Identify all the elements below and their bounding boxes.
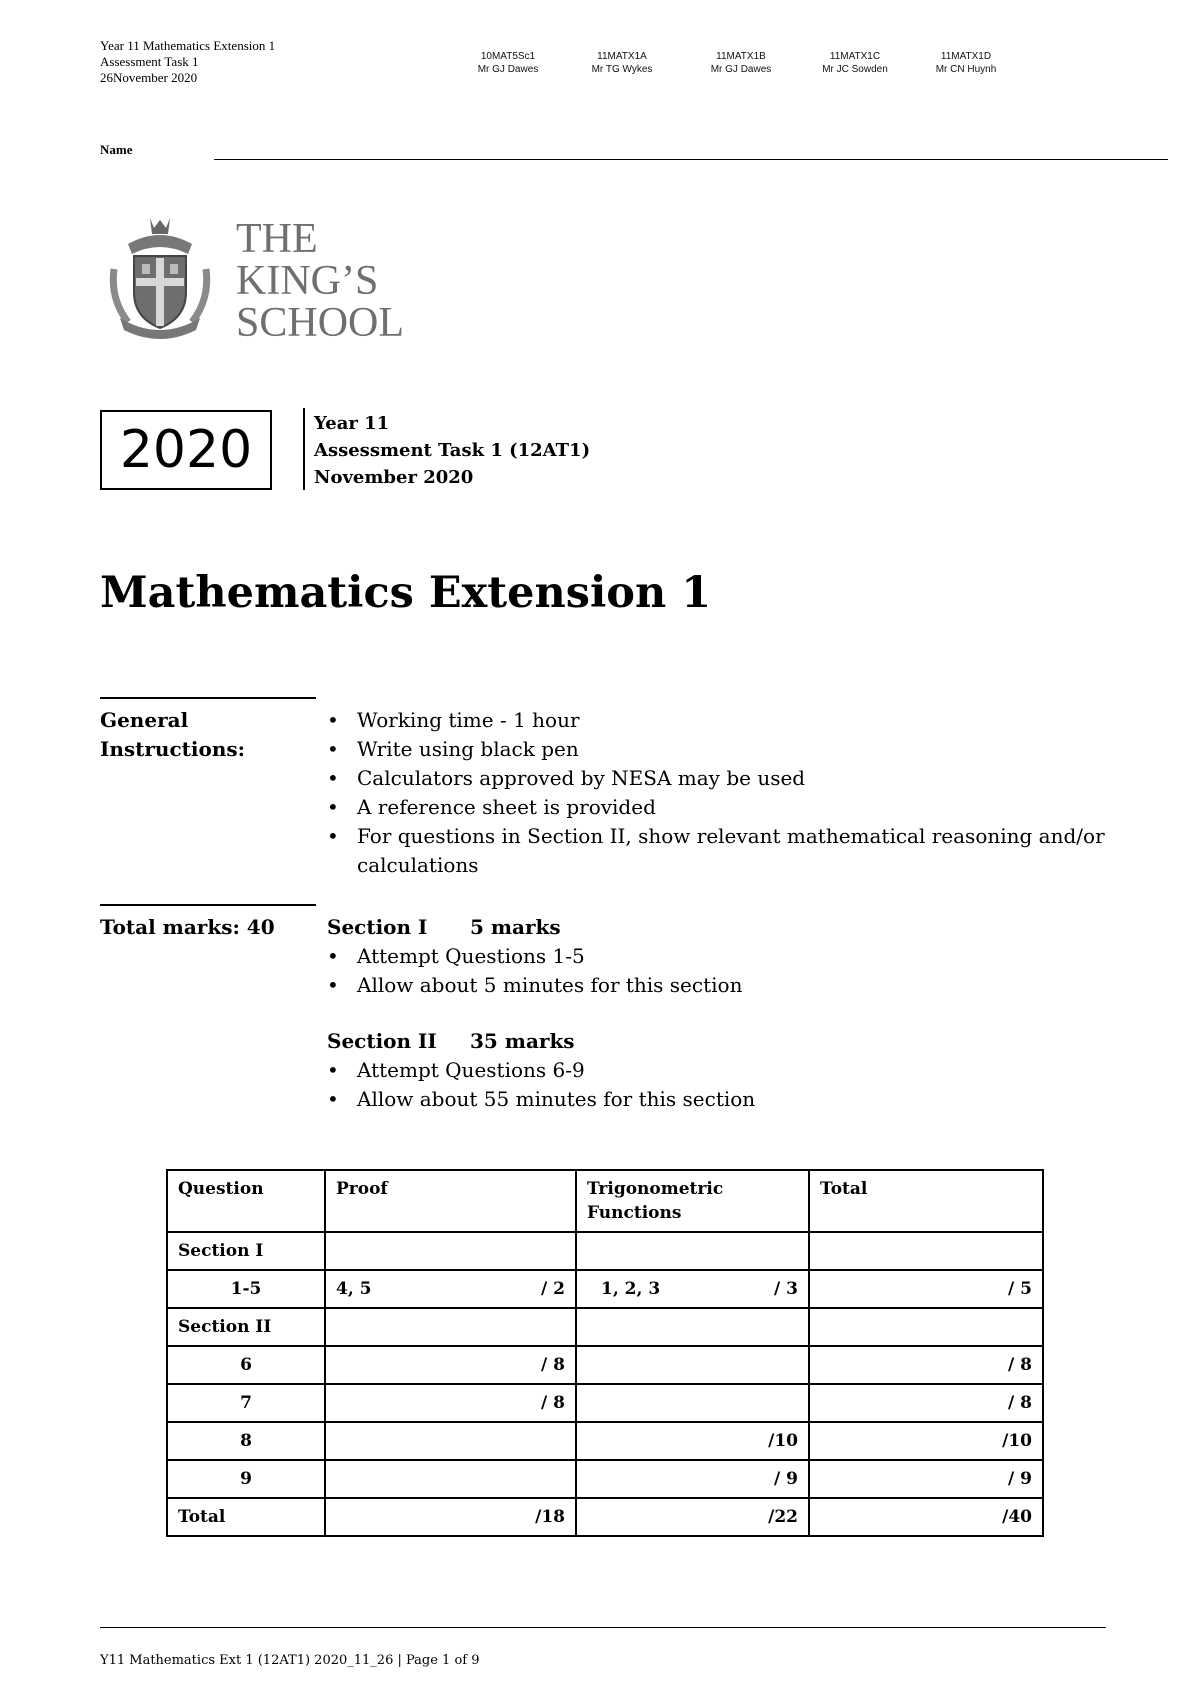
mark-cell: / 3 [774,1279,798,1299]
table-cell [809,1308,1043,1346]
header-cell: Proof [325,1170,576,1232]
section1-marks: 5 marks [470,915,561,939]
question-cell: 7 [167,1384,325,1422]
table-cell [325,1270,576,1308]
table-row [167,1308,1043,1346]
section2-marks: 35 marks [470,1029,575,1053]
list-item: • Working time - 1 hour [327,706,1147,735]
table-cell [325,1232,576,1270]
question-cell: 9 [167,1460,325,1498]
school-crest-icon [106,214,426,344]
class-teacher: Mr CN Huynh [935,64,997,75]
mark-cell: /10 [809,1422,1043,1460]
class-code: 10MAT5Sc1 [480,51,536,62]
total-label: Total [167,1498,325,1536]
table-cell [576,1270,809,1308]
instructions-list [327,706,1147,880]
list-item: • Allow about 5 minutes for this section [327,971,1147,1000]
question-cell: 6 [167,1346,325,1384]
table-row [167,1270,1043,1308]
mark-cell: /18 [325,1498,576,1536]
class-code: 11MATX1D [940,51,992,62]
course-name: Year 11 Mathematics Extension 1 [100,38,276,53]
class-code: 11MATX1A [597,51,647,62]
task-date: 26November 2020 [100,70,198,85]
class-block [453,50,563,76]
question-list: 4, 5 [336,1279,372,1299]
general-instructions-label [100,706,245,764]
year-divider [303,408,305,490]
year-box: 2020 [100,410,272,490]
mark-cell [325,1422,576,1460]
header-cell: Trigonometric Functions [576,1170,809,1232]
mark-cell: /22 [576,1498,809,1536]
assessment-date: November 2020 [314,467,474,488]
class-teacher: Mr GJ Dawes [477,64,539,75]
list-item: • For questions in Section II, show relevant mathematical reasoning and/or calculations [327,822,1147,880]
table-row [167,1384,1043,1422]
list-item: • Calculators approved by NESA may be used [327,764,1147,793]
section-label: Section II [167,1308,325,1346]
mark-cell [576,1384,809,1422]
label-line: Instructions: [100,737,246,761]
name-label: Name [100,142,133,157]
logo-text-line1: THE [236,216,318,262]
divider [100,904,316,906]
name-input-line[interactable] [214,159,1168,160]
header-cell: Question [167,1170,325,1232]
mark-cell: / 9 [809,1460,1043,1498]
assessment-task: Assessment Task 1 (12AT1) [314,440,591,461]
section-label: Section I [167,1232,325,1270]
mark-cell: / 8 [325,1384,576,1422]
total-marks-label: Total marks: 40 [100,915,275,939]
logo-text-line3: SCHOOL [236,300,405,344]
list-item: • Attempt Questions 1-5 [327,942,1147,971]
class-block [911,50,1021,76]
table-total-row [167,1498,1043,1536]
list-item: • Allow about 55 minutes for this section [327,1085,1147,1114]
label-line: General [100,708,189,732]
divider [100,697,316,699]
table-header-row [167,1170,1043,1232]
mark-cell: / 8 [325,1346,576,1384]
page-title: Mathematics Extension 1 [100,568,712,618]
table-cell [576,1232,809,1270]
mark-cell: / 8 [809,1384,1043,1422]
section1-list [327,942,1147,1000]
year-level: Year 11 [314,413,390,434]
class-block [800,50,910,76]
page-footer: Y11 Mathematics Ext 1 (12AT1) 2020_11_26 | Page 1 of 9 [100,1653,480,1668]
task-name: Assessment Task 1 [100,54,199,69]
table-cell [325,1308,576,1346]
mark-cell: /10 [576,1422,809,1460]
table-row [167,1232,1043,1270]
year-info [314,410,590,491]
class-code: 11MATX1C [829,51,881,62]
question-cell: 1-5 [167,1270,325,1308]
class-teacher: Mr TG Wykes [591,64,653,75]
class-teacher: Mr JC Sowden [822,64,888,75]
header-cell: Total [809,1170,1043,1232]
table-cell [576,1308,809,1346]
class-teacher: Mr GJ Dawes [710,64,772,75]
table-cell [809,1232,1043,1270]
class-block [686,50,796,76]
mark-cell: / 2 [541,1279,565,1299]
table-row [167,1346,1043,1384]
mark-cell [576,1346,809,1384]
class-code: 11MATX1B [716,51,766,62]
mark-cell: /40 [809,1498,1043,1536]
table-row [167,1460,1043,1498]
mark-cell: / 5 [809,1270,1043,1308]
school-logo [106,214,426,344]
section2-list [327,1056,1147,1114]
logo-text-line2: KING’S [236,258,379,304]
footer-divider [100,1627,1106,1628]
question-list: 1, 2, 3 [601,1279,661,1299]
mark-cell: / 9 [576,1460,809,1498]
mark-cell: / 8 [809,1346,1043,1384]
header-info [100,38,275,86]
question-cell: 8 [167,1422,325,1460]
section1-name: Section I [327,915,428,939]
list-item: • A reference sheet is provided [327,793,1147,822]
mark-cell [325,1460,576,1498]
list-item: • Attempt Questions 6-9 [327,1056,1147,1085]
list-item: • Write using black pen [327,735,1147,764]
marks-table [166,1169,1044,1537]
section2-name: Section II [327,1029,437,1053]
class-block [567,50,677,76]
table-row [167,1422,1043,1460]
